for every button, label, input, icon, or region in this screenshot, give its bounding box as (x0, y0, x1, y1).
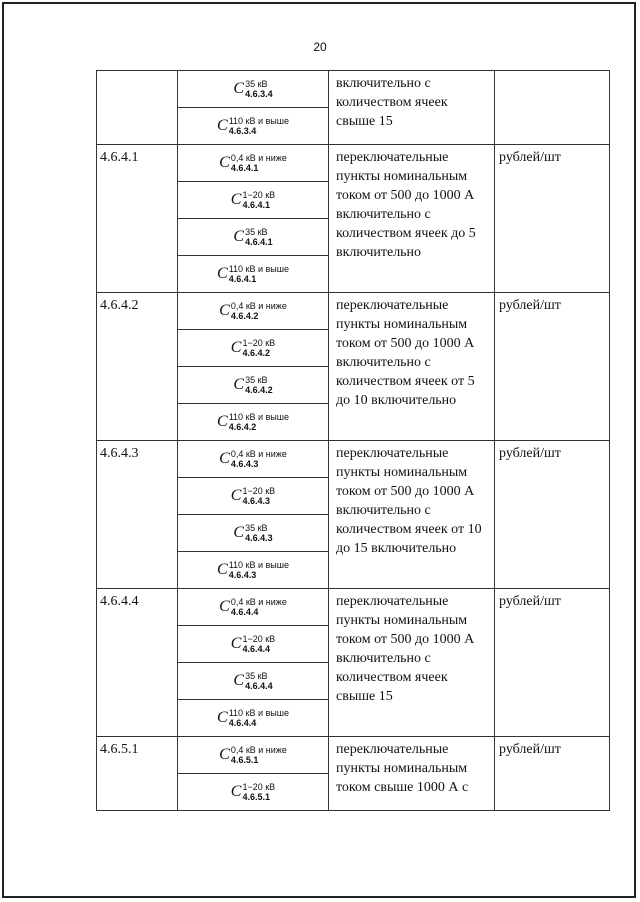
rate-symbol-index: 4.6.5.1 (230, 754, 259, 765)
item-description-cell: переключательные пункты номинальным током от 500 до 1000 А включительно с количеством ячеек от 5 до 10 включительно (329, 293, 495, 441)
rate-symbol-cell (178, 626, 329, 663)
rate-symbol-voltage: 0,4 кВ и ниже (230, 596, 287, 607)
rate-symbol-voltage: 0,4 кВ и ниже (230, 152, 287, 163)
rate-symbol-voltage: 1−20 кВ (242, 189, 276, 200)
rate-symbol (233, 523, 272, 543)
rate-symbol-index: 4.6.4.3 (245, 532, 273, 543)
item-unit-cell (495, 71, 610, 145)
table-row (97, 71, 610, 108)
item-unit-cell: рублей/шт (495, 145, 610, 293)
rate-symbol-cell (178, 404, 329, 441)
rate-symbol-base: C (217, 117, 228, 135)
rate-symbol-index: 4.6.4.2 (242, 347, 270, 358)
rate-symbol (217, 708, 289, 728)
rate-symbol-cell (178, 441, 329, 478)
rate-symbol-voltage: 0,4 кВ и ниже (230, 300, 287, 311)
rate-symbol-cell (178, 367, 329, 404)
rate-symbol (233, 227, 272, 247)
rate-symbol-voltage: 110 кВ и выше (228, 707, 289, 718)
rate-symbol (219, 153, 287, 173)
rate-symbol (231, 190, 275, 210)
rate-symbol-index: 4.6.4.1 (230, 162, 259, 173)
item-description-cell: переключательные пункты номинальным током от 500 до 1000 А включительно с количеством ячеек до 5 включительно (329, 145, 495, 293)
rate-symbol-index: 4.6.4.2 (228, 421, 257, 432)
rate-symbol-base: C (230, 487, 242, 505)
rate-symbol-index: 4.6.4.1 (242, 199, 270, 210)
item-description-cell: переключательные пункты номинальным током от 500 до 1000 А включительно с количеством ячеек свыше 15 (329, 589, 495, 737)
rate-symbol-cell (178, 478, 329, 515)
rate-symbol-base: C (217, 413, 228, 431)
rate-symbol (233, 671, 272, 691)
rate-symbol-voltage: 110 кВ и выше (228, 263, 289, 274)
rate-symbol-cell (178, 71, 329, 108)
rate-symbol-index: 4.6.4.3 (242, 495, 270, 506)
item-code-cell: 4.6.4.4 (97, 589, 178, 737)
rate-symbol-voltage: 1−20 кВ (242, 485, 276, 496)
item-description-cell: переключательные пункты номинальным током свыше 1000 А с (329, 737, 495, 811)
rate-symbol-cell (178, 589, 329, 626)
rate-symbol-voltage: 35 кВ (245, 522, 268, 533)
rate-symbol-cell (178, 663, 329, 700)
rate-symbol-cell (178, 293, 329, 330)
rate-symbol (219, 301, 287, 321)
rate-symbol-voltage: 110 кВ и выше (228, 559, 289, 570)
rate-symbol-index: 4.6.5.1 (242, 791, 270, 802)
table-row (97, 293, 610, 330)
item-unit-cell: рублей/шт (495, 441, 610, 589)
rate-symbol-voltage: 35 кВ (245, 78, 268, 89)
rate-symbol-voltage: 110 кВ и выше (228, 411, 289, 422)
rate-symbol-index: 4.6.4.2 (245, 384, 273, 395)
rate-symbol-cell (178, 219, 329, 256)
rate-symbol (231, 782, 275, 802)
item-unit-cell: рублей/шт (495, 293, 610, 441)
rate-symbol (217, 560, 289, 580)
rate-symbol-voltage: 35 кВ (245, 670, 268, 681)
rate-symbol-cell (178, 515, 329, 552)
rate-symbol (231, 338, 275, 358)
rate-symbol-base: C (233, 80, 245, 98)
rate-symbol-base: C (230, 191, 242, 209)
rate-symbol (217, 264, 289, 284)
item-description-cell: переключательные пункты номинальным током от 500 до 1000 А включительно с количеством ячеек от 10 до 15 включительно (329, 441, 495, 589)
rate-symbol-base: C (219, 302, 230, 320)
rate-symbol-cell (178, 737, 329, 774)
rate-symbol-voltage: 1−20 кВ (242, 633, 276, 644)
rate-symbol-cell (178, 774, 329, 811)
rate-symbol-cell (178, 145, 329, 182)
table-row (97, 441, 610, 478)
rate-symbol (233, 375, 272, 395)
rate-symbol-base: C (233, 228, 245, 246)
rate-symbol-index: 4.6.4.3 (230, 458, 259, 469)
rate-symbol-base: C (219, 746, 230, 764)
item-code-cell: 4.6.4.3 (97, 441, 178, 589)
rate-symbol (231, 486, 275, 506)
rate-symbol-index: 4.6.4.1 (228, 273, 257, 284)
rate-symbol-cell (178, 330, 329, 367)
item-code-cell: 4.6.4.2 (97, 293, 178, 441)
tariff-table-body (97, 71, 610, 811)
table-row (97, 737, 610, 774)
rate-symbol-index: 4.6.4.2 (230, 310, 259, 321)
rate-symbol (219, 449, 287, 469)
table-row (97, 145, 610, 182)
rate-symbol-base: C (230, 783, 242, 801)
rate-symbol-cell (178, 256, 329, 293)
rate-symbol (217, 412, 289, 432)
rate-symbol-cell (178, 108, 329, 145)
rate-symbol (219, 597, 287, 617)
tariff-table (96, 70, 610, 811)
item-code-cell: 4.6.4.1 (97, 145, 178, 293)
rate-symbol-voltage: 0,4 кВ и ниже (230, 448, 287, 459)
rate-symbol-cell (178, 700, 329, 737)
table-row (97, 589, 610, 626)
rate-symbol-base: C (217, 709, 228, 727)
item-description-cell: включительно с количеством ячеек свыше 15 (329, 71, 495, 145)
rate-symbol-base: C (219, 598, 230, 616)
rate-symbol-base: C (233, 376, 245, 394)
rate-symbol-voltage: 35 кВ (245, 374, 268, 385)
rate-symbol-voltage: 35 кВ (245, 226, 268, 237)
item-code-cell: 4.6.5.1 (97, 737, 178, 811)
item-unit-cell: рублей/шт (495, 589, 610, 737)
rate-symbol-voltage: 1−20 кВ (242, 781, 276, 792)
rate-symbol-index: 4.6.3.4 (228, 125, 257, 136)
rate-symbol-base: C (230, 635, 242, 653)
rate-symbol (219, 745, 287, 765)
rate-symbol-base: C (219, 154, 230, 172)
rate-symbol-base: C (219, 450, 230, 468)
item-unit-cell: рублей/шт (495, 737, 610, 811)
rate-symbol-base: C (217, 561, 228, 579)
rate-symbol-index: 4.6.4.4 (245, 680, 273, 691)
rate-symbol-voltage: 110 кВ и выше (228, 115, 289, 126)
rate-symbol-base: C (233, 524, 245, 542)
rate-symbol-index: 4.6.3.4 (245, 88, 273, 99)
rate-symbol-voltage: 0,4 кВ и ниже (230, 744, 287, 755)
rate-symbol-index: 4.6.4.3 (228, 569, 257, 580)
rate-symbol-base: C (230, 339, 242, 357)
rate-symbol-cell (178, 552, 329, 589)
rate-symbol-base: C (217, 265, 228, 283)
rate-symbol (231, 634, 275, 654)
rate-symbol-index: 4.6.4.4 (230, 606, 259, 617)
page-number: 20 (313, 40, 327, 54)
rate-symbol-cell (178, 182, 329, 219)
rate-symbol-index: 4.6.4.1 (245, 236, 273, 247)
rate-symbol (217, 116, 289, 136)
rate-symbol-index: 4.6.4.4 (228, 717, 257, 728)
rate-symbol-voltage: 1−20 кВ (242, 337, 276, 348)
rate-symbol (233, 79, 272, 99)
rate-symbol-index: 4.6.4.4 (242, 643, 270, 654)
item-code-cell (97, 71, 178, 145)
rate-symbol-base: C (233, 672, 245, 690)
